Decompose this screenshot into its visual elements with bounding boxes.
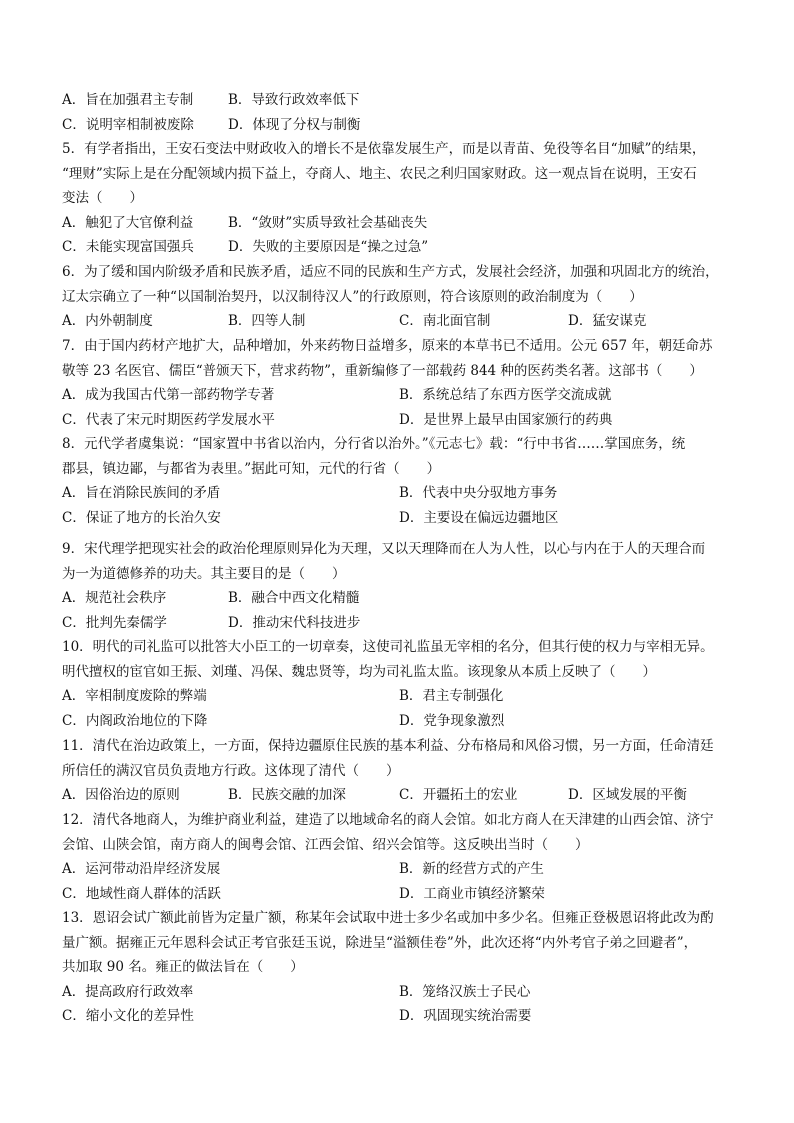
question-9 — [62, 537, 742, 635]
options-row — [62, 684, 742, 709]
option-c: C．未能实现富国强兵 — [62, 239, 194, 256]
option-a: A．成为我国古代第一部药物学专著 — [62, 387, 275, 404]
option-d: D．区域发展的平衡 — [568, 787, 687, 804]
option-d: D．是世界上最早由国家颁行的药典 — [399, 411, 613, 428]
question-stem: 13．恩诏会试广额此前皆为定量广额，称某年会试取中进士多少名或加中多少名。但雍正登极恩诏将此改为酌 量广额。据雍正元年恩科会试正考官张廷玉说，除进呈“溢额佳卷”外，此次还将“内外考官子弟之回避者”， 共加取 90 名。雍正的做法旨在（ ） — [62, 910, 714, 976]
option-a: A．规范社会秩序 — [62, 590, 167, 607]
option-d: D．失败的主要原因是“操之过急” — [228, 239, 429, 256]
option-b: B．系统总结了东西方医学交流成就 — [399, 387, 612, 404]
option-a: A．宰相制度废除的弊端 — [62, 688, 207, 705]
options-row — [62, 709, 742, 734]
option-d: D．党争现象激烈 — [399, 712, 505, 729]
option-c: C．开疆拓土的宏业 — [399, 787, 518, 804]
option-a: A．提高政府行政效率 — [62, 983, 194, 1000]
options-row — [62, 980, 742, 1005]
question-stem: 9．宋代理学把现实社会的政治伦理原则异化为天理，又以天理降而在人为人性，以心与内在于人的天理合而 为一为道德修养的功夫。其主要目的是（ ） — [62, 541, 706, 582]
option-c: C．代表了宋元时期医药学发展水平 — [62, 411, 275, 428]
question-stem: 11．清代在治边政策上，一方面，保持边疆原住民族的基本利益、分布格局和风俗习惯，另一方面，任命清廷 所信任的满汉官员负责地方行政。这体现了清代（ ） — [62, 738, 714, 779]
option-c: C．内阁政治地位的下降 — [62, 712, 208, 729]
question-stem: 5．有学者指出，王安石变法中财政收入的增长不是依靠发展生产，而是以青苗、免役等名目“加赋”的结果， “理财”实际上是在分配领域内损下益上，夺商人、地主、农民之利归国家财政。这一观点旨在说明，王安石 变法（ ） — [62, 141, 706, 207]
option-b: B．融合中西文化精髓 — [228, 590, 360, 607]
options-row — [62, 481, 742, 506]
option-c: C．南北面官制 — [399, 313, 491, 330]
option-c: C．缩小文化的差异性 — [62, 1008, 194, 1025]
options-row — [62, 506, 742, 531]
question-11 — [62, 734, 742, 808]
option-d: D．主要设在偏远边疆地区 — [399, 509, 559, 526]
question-12 — [62, 808, 742, 906]
option-b: B．民族交融的加深 — [228, 787, 346, 804]
question-stem: 6．为了缓和国内阶级矛盾和民族矛盾，适应不同的民族和生产方式，发展社会经济，加强和巩固北方的统治， 辽太宗确立了一种“以国制治契丹，以汉制待汉人”的行政原则，符合该原则的政治制度为（ ） — [62, 264, 719, 305]
options-row — [62, 408, 742, 433]
options-row — [62, 113, 742, 138]
options-row — [62, 586, 742, 611]
option-c: C．保证了地方的长治久安 — [62, 509, 221, 526]
question-7 — [62, 334, 742, 432]
question-13 — [62, 906, 742, 1029]
options-row — [62, 88, 742, 113]
options-row — [62, 857, 742, 882]
question-6 — [62, 260, 742, 334]
option-a: A．运河带动沿岸经济发展 — [62, 861, 221, 878]
option-b: B．笼络汉族士子民心 — [399, 983, 531, 1000]
question-stem: 7．由于国内药材产地扩大，品种增加，外来药物日益增多，原来的本草书已不适用。公元 657 年，朝廷命苏 敬等 23 名医官、儒臣“普颁天下，营求药物”，重新编修了一部载药 844 种的医药类名著。这部书（ ） — [62, 338, 713, 379]
option-b: B．代表中央分驭地方事务 — [399, 485, 558, 502]
options-row — [62, 1004, 742, 1029]
option-d: D．巩固现实统治需要 — [399, 1008, 532, 1025]
options-row — [62, 383, 742, 408]
option-b: B．君主专制强化 — [399, 688, 504, 705]
option-b: B．新的经营方式的产生 — [399, 861, 544, 878]
option-b: B．“敛财”实质导致社会基础丧失 — [228, 214, 428, 231]
option-a: A．触犯了大官僚利益 — [62, 214, 194, 231]
option-d: D．工商业市镇经济繁荣 — [399, 885, 545, 902]
option-b: B．导致行政效率低下 — [228, 92, 360, 108]
options-row — [62, 611, 742, 636]
options-row — [62, 309, 742, 334]
options-row — [62, 211, 742, 236]
options-row — [62, 882, 742, 907]
option-b: B．四等人制 — [228, 313, 306, 330]
question-stem: 10．明代的司礼监可以批答大小臣工的一切章奏，这使司礼监虽无宰相的名分，但其行使的权力与宰相无异。 明代擅权的宦官如王振、刘瑾、冯保、魏忠贤等，均为司礼监太监。该现象从本质上反映了（ ） — [62, 639, 714, 680]
option-a: A．旨在消除民族间的矛盾 — [62, 485, 221, 502]
option-d: D．猛安谋克 — [568, 313, 647, 330]
question-stem: 12．清代各地商人，为维护商业利益，建造了以地域命名的商人会馆。如北方商人在天津建的山西会馆、济宁 会馆、山陕会馆，南方商人的闽粤会馆、江西会馆、绍兴会馆等。这反映出当时（ ） — [62, 812, 714, 853]
options-row — [62, 235, 742, 260]
option-c: C．地域性商人群体的活跃 — [62, 885, 221, 902]
option-a: A．内外朝制度 — [62, 313, 153, 330]
option-a: A．因俗治边的原则 — [62, 787, 180, 804]
question-4 — [62, 88, 742, 137]
options-row — [62, 783, 742, 808]
question-stem: 8．元代学者虞集说：“国家置中书省以治内，分行省以治外。”《元志七》载：“行中书省……掌国庶务，统 郡县，镇边鄙，与都省为表里。”据此可知，元代的行省（ ） — [62, 436, 686, 477]
option-c: C．说明宰相制被废除 — [62, 116, 194, 133]
option-d: D．推动宋代科技进步 — [228, 614, 361, 631]
option-d: D．体现了分权与制衡 — [228, 116, 361, 133]
option-a: A．旨在加强君主专制 — [62, 92, 194, 108]
option-c: C．批判先秦儒学 — [62, 614, 167, 631]
question-8 — [62, 432, 742, 530]
question-10 — [62, 635, 742, 733]
question-5 — [62, 137, 742, 260]
